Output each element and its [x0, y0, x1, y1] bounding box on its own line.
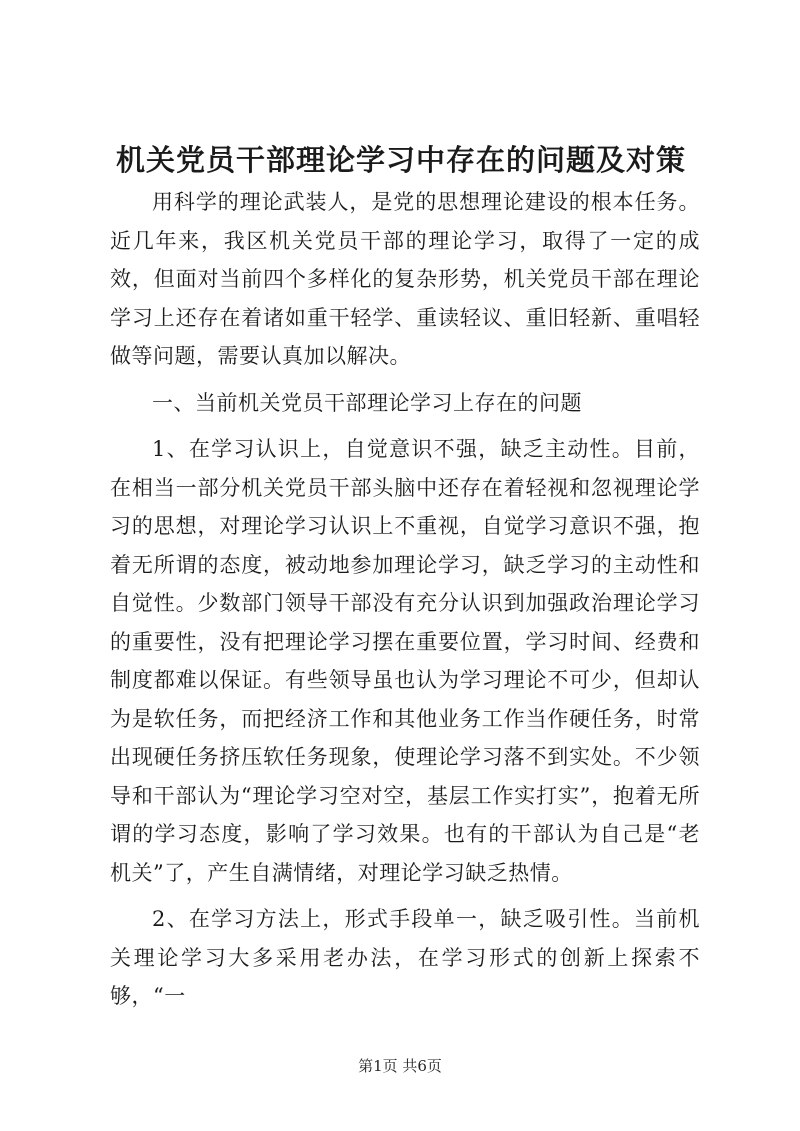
intro-paragraph: 用科学的理论武装人，是党的思想理论建设的根本任务。近几年来，我区机关党员干部的理论学习，取得了一定的成效，但面对当前四个多样化的复杂形势，机关党员干部在理论学习上还存在着诸如重干轻学、重读轻议、重旧轻新、重唱轻做等问题，需要认真加以解决。: [110, 190, 700, 368]
page-footer: 第1页 共6页: [358, 1057, 442, 1075]
body-paragraph-1: 1、在学习认识上，自觉意识不强，缺乏主动性。目前，在相当一部分机关党员干部头脑中还存在着轻视和忽视理论学习的思想，对理论学习认识上不重视，自觉学习意识不强，抱着无所谓的态度，被动地参加理论学习，缺乏学习的主动性和自觉性。少数部门领导干部没有充分认识到加强政治理论学习的重要性，没有把理论学习摆在重要位置，学习时间、经费和制度都难以保证。有些领导虽也认为学习理论不可少，但却认为是软任务，而把经济工作和其他业务工作当作硬任务，时常出现硬任务挤压软任务现象，使理论学习落不到实处。不少领导和干部认为“理论学习空对空，基层工作实打实”，抱着无所谓的学习态度，影响了学习效果。也有的干部认为自己是“老机关”了，产生自满情绪，对理论学习缺乏热情。: [110, 437, 700, 885]
section-heading: 一、当前机关党员干部理论学习上存在的问题: [152, 390, 582, 415]
body-paragraph-2: 2、在学习方法上，形式手段单一，缺乏吸引性。当前机关理论学习大多采用老办法，在学习形式的创新上探索不够，“一: [110, 907, 700, 1008]
document-page: [110, 140, 700, 1016]
document-title: 机关党员干部理论学习中存在的问题及对策: [115, 143, 686, 177]
